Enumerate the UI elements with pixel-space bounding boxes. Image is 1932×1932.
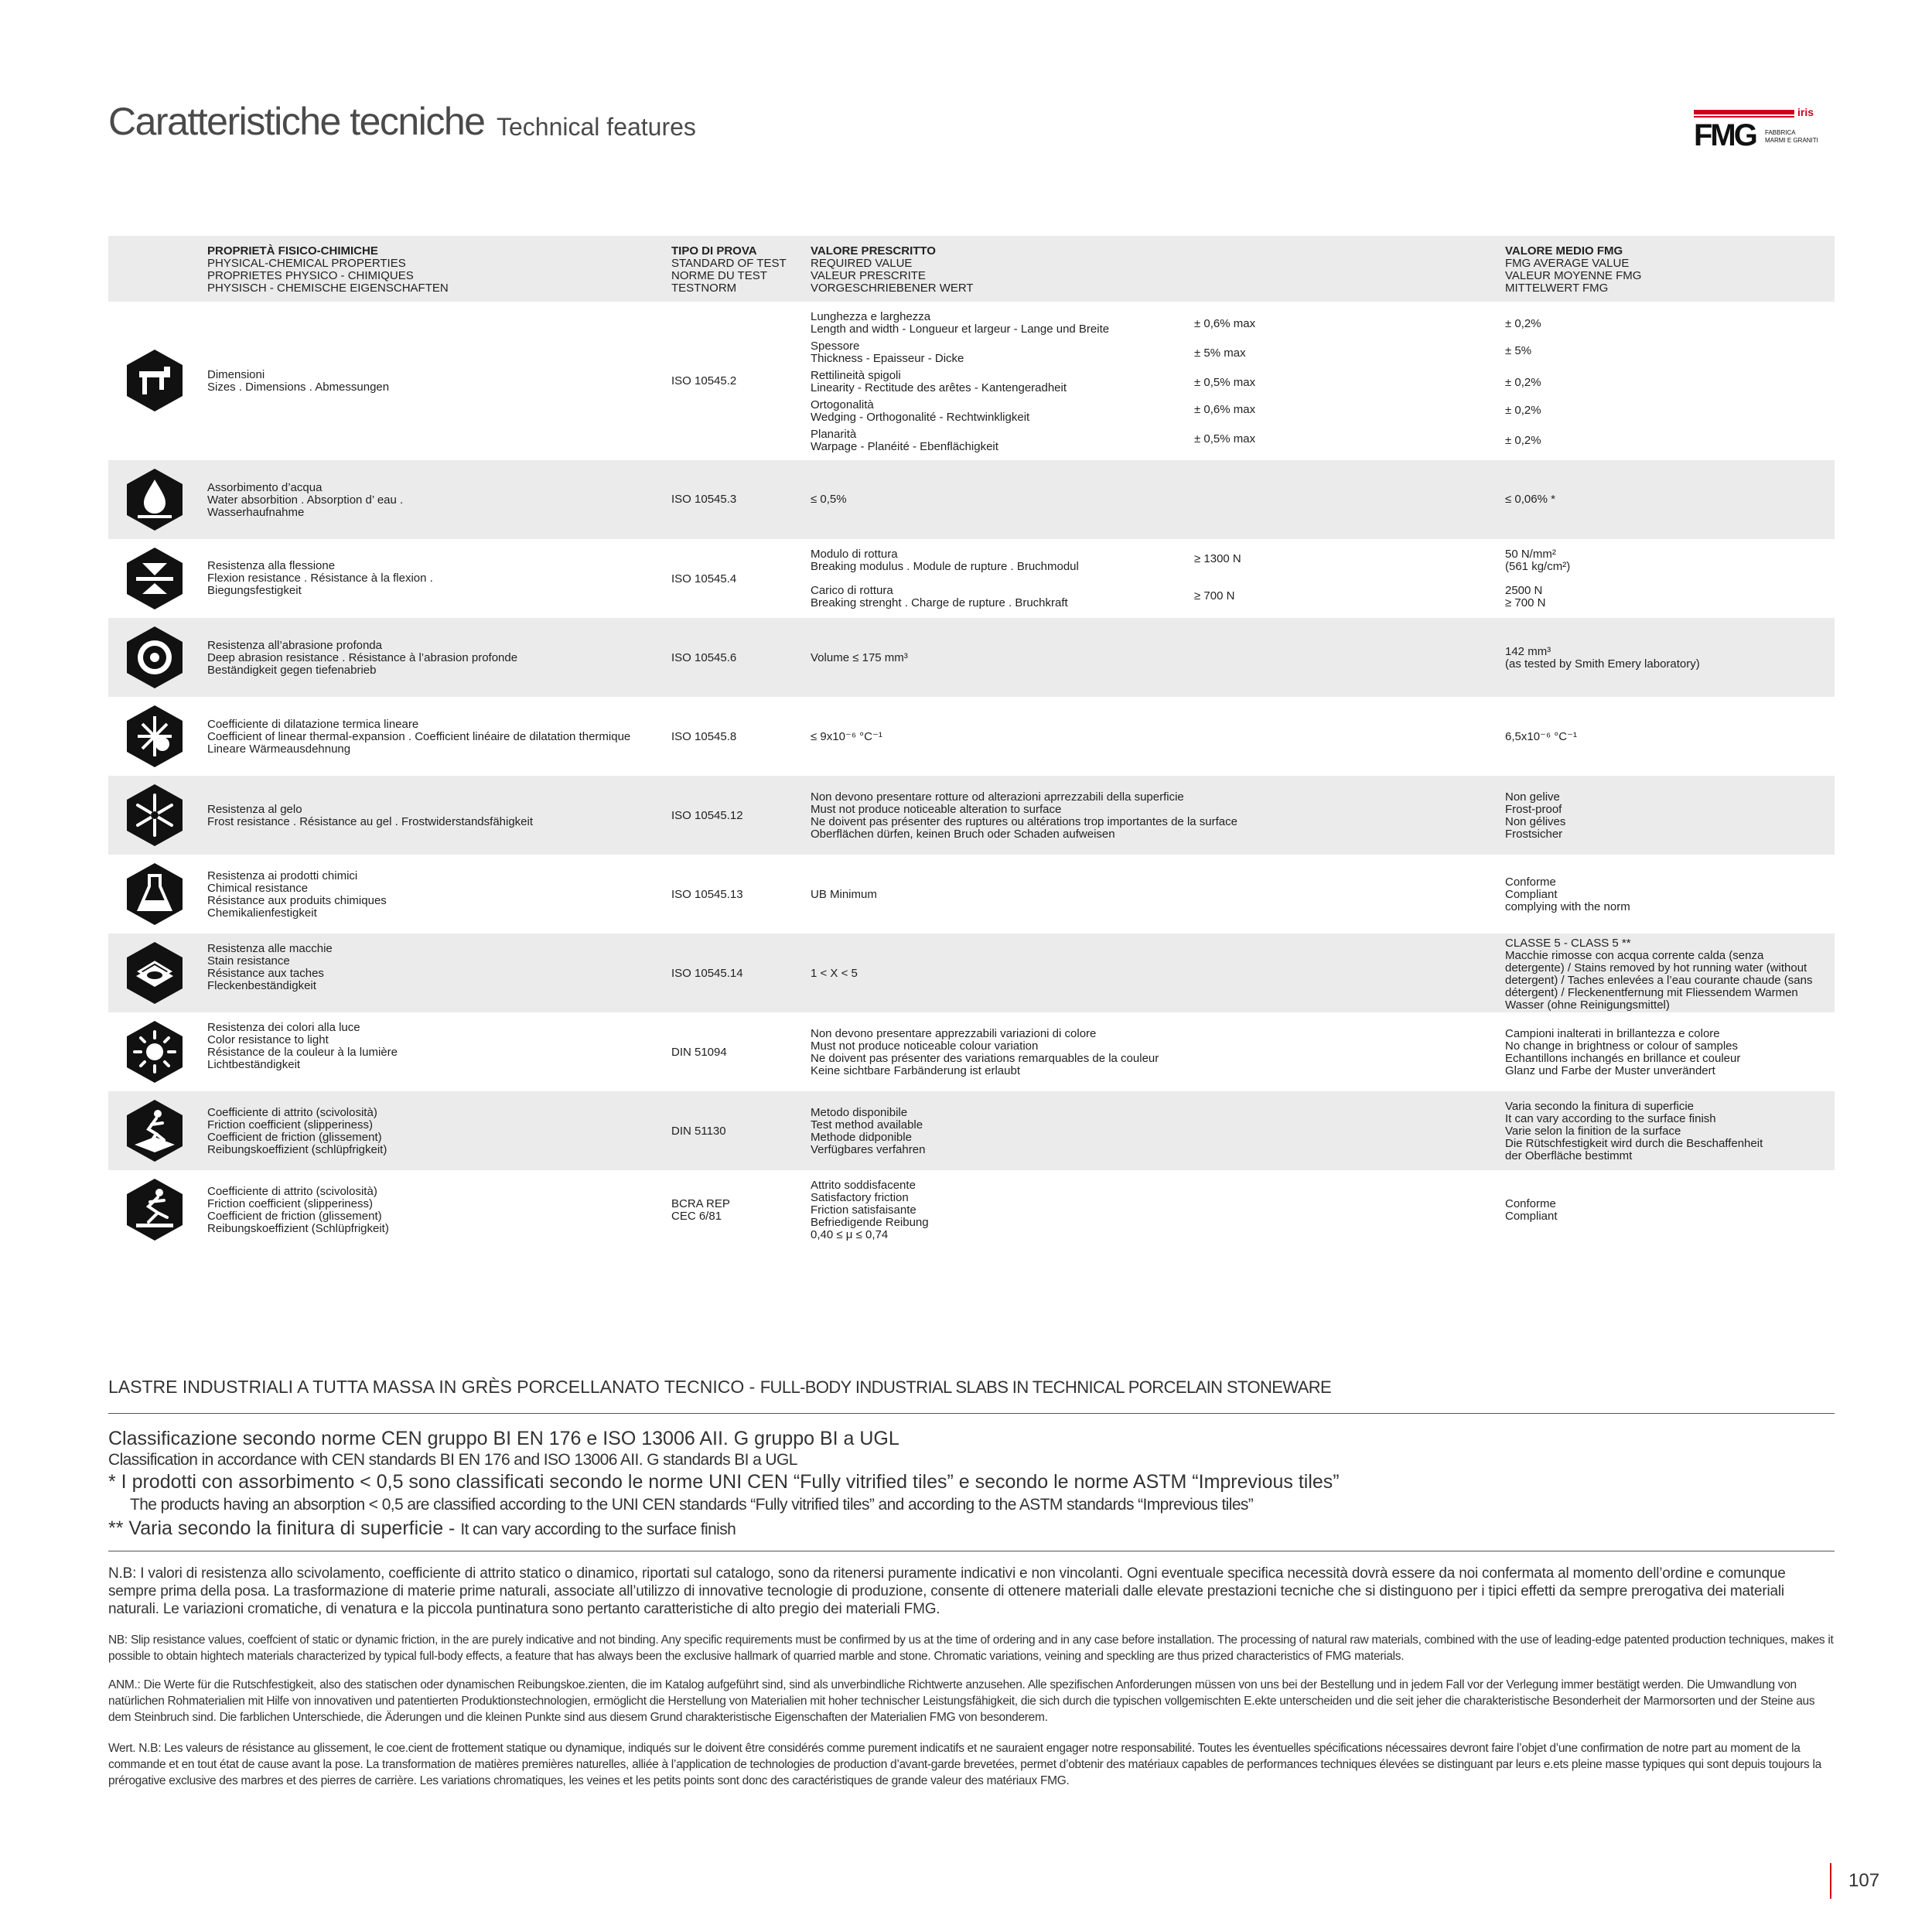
nb-english: NB: Slip resistance values, coeffcient of static or dynamic friction, in the are purely indicative and not binding. Any specific requirements must be confirmed by us at the time of ordering and in any case before installation. The processing of natural raw materials, combined with the use of leading-edge patented production techniques, makes it possible to obtain hightech materials characterized by typical full-body effects, a feature that has always been the exclusive hallmark of quarried marble and stone. Chromatic variations, veining and speckling are thus prized characteristics of FMG materials. xyxy=(108,1633,1834,1663)
slab-title-en: FULL-BODY INDUSTRIAL SLABS IN TECHNICAL PORCELAIN STONEWARE xyxy=(759,1377,1332,1397)
prop-label: Assorbimento d’acqua Water absorbition . Absorption d’ eau . Wasserhaufnahme xyxy=(207,481,404,519)
req-value: ≤ 0,5% xyxy=(811,493,847,506)
fmg-logo xyxy=(1694,105,1833,152)
table-row xyxy=(108,539,1835,618)
avg-value: Conforme Compliant xyxy=(1505,1197,1558,1223)
slip-warning-icon xyxy=(125,1177,184,1242)
table-row xyxy=(108,855,1835,934)
slab-title-it: LASTRE INDUSTRIALI A TUTTA MASSA IN GRÈS PORCELLANATO TECNICO - xyxy=(108,1377,760,1397)
prop-label: Resistenza alla flessione Flexion resistance . Résistance à la flexion . Biegungsfestigkeit xyxy=(207,559,433,597)
avg-value: ± 0,2% xyxy=(1505,317,1541,330)
std-label: BCRA REP CEC 6/81 xyxy=(671,1197,730,1223)
classification-it: Classificazione secondo norme CEN gruppo BI EN 176 e ISO 13006 AII. G gruppo BI a UGL xyxy=(108,1428,899,1449)
note-absorption-it: * I prodotti con assorbimento < 0,5 sono classificati secondo le norme UNI CEN “Fully vitrified tiles” e secondo le norme ASTM “Imprevious tiles” xyxy=(108,1471,1340,1493)
req-value: UB Minimum xyxy=(811,888,877,901)
req-value: ± 0,5% max xyxy=(1194,432,1256,445)
nb-italian: N.B: I valori di resistenza allo scivolamento, coefficiente di attrito statico o dinamico, riportati sul catalogo, sono da ritenersi puramente indicativi e non vincolanti. Ogni eventuale specifica necessità dovrà essere da noi confermata al momento dell’ordine e comunque sempre prima della posa. La trasformazione di materie prime naturali, associate all’utilizzo di innovative tecnologie di produzione, consente di ottenere materiali dalle elevate prestazioni tecniche che si distinguono per i tipici effetti da sempre prerogativa dei materiali naturali. Le variazioni cromatiche, di venatura e la piccola puntinatura sono pertanto caratteristiche di alto pregio dei materiali FMG. xyxy=(108,1565,1786,1617)
std-label: ISO 10545.13 xyxy=(671,888,743,901)
water-drop-icon xyxy=(125,467,184,532)
std-label: DIN 51094 xyxy=(671,1046,727,1059)
page-number-marker xyxy=(1830,1863,1831,1899)
prop-label: Resistenza alle macchie Stain resistance Résistance aux taches Fleckenbeständigkeit xyxy=(207,942,333,992)
avg-value: Conforme Compliant complying with the norm xyxy=(1505,876,1630,913)
avg-value: ± 0,2% xyxy=(1505,376,1541,389)
std-label: ISO 10545.6 xyxy=(671,651,737,664)
avg-value: 142 mm³ (as tested by Smith Emery laboratory) xyxy=(1505,645,1700,671)
table-row xyxy=(108,460,1835,539)
logo-fmg: FMG xyxy=(1694,118,1756,152)
sub-label: Rettilineità spigoli Linearity - Rectitude des arêtes - Kantengeradheit xyxy=(811,369,1067,394)
req-value: ± 5% max xyxy=(1194,346,1246,360)
technical-table xyxy=(108,236,1835,1249)
table-header xyxy=(108,236,1835,302)
stain-icon xyxy=(125,940,184,1005)
req-value: Volume ≤ 175 mm³ xyxy=(811,651,908,664)
nb-german: ANM.: Die Werte für die Rutschfestigkeit, also des statischen oder dynamischen Reibungskoe.zienten, die im Katalog aufgeführt sind, sind als unverbindliche Richtwerte anzusehen. Alle spezifischen Anforderungen müssen von uns bei der Bestellung und in jedem Fall vor der Verlegung immer bestätigt werden. Die Umwandlung von natürlichen Rohmaterialien mit Hilfe von innovativen und patentierten Produktionstechnologien, ermöglicht die Herstellung von Materialien mit hoher technischer Leistungsfähigkeit, die sich durch die typischen vollgemischten E.ekte unterscheiden und die seit jeher die charakteristische Besonderheit der Marmorsorten und der Steine aus dem Steinbruch sind. Die farblichen Unterschiede, die Äderungen und die kleinen Punkte sind aus diesem Grund charakteristische Eigenschaften der Materialien FMG von besonderem. xyxy=(108,1678,1815,1724)
caliper-icon xyxy=(125,348,184,413)
abrasion-saw-icon xyxy=(125,625,184,690)
logo-tagline-1: FABBRICA xyxy=(1765,129,1796,136)
std-label: ISO 10545.4 xyxy=(671,572,737,585)
header-avg: VALORE MEDIO FMG FMG AVERAGE VALUE VALEUR MOYENNE FMG MITTELWERT FMG xyxy=(1505,244,1642,295)
avg-value: Varia secondo la finitura di superficie It can vary according to the surface finish Varie selon la finition de la surface Die Rütschfestigkeit wird durch die Beschaffenheit der Oberfläche bestimmt xyxy=(1505,1100,1763,1162)
std-label: ISO 10545.14 xyxy=(671,967,743,980)
prop-label: Resistenza dei colori alla luce Color resistance to light Résistance de la couleur à la lumière Lichtbeständigkeit xyxy=(207,1021,398,1071)
note-finish-it: ** Varia secondo la finitura di superficie - xyxy=(108,1517,461,1539)
req-value: ≥ 1300 N xyxy=(1194,552,1241,565)
flexion-icon xyxy=(125,546,184,611)
logo-iris: iris xyxy=(1797,106,1814,118)
table-row xyxy=(108,1091,1835,1170)
page-title: Caratteristiche tecniche xyxy=(108,100,485,143)
page-subtitle: Technical features xyxy=(497,113,696,141)
req-value: ± 0,5% max xyxy=(1194,376,1256,389)
avg-value: ± 5% xyxy=(1505,344,1532,357)
avg-value: CLASSE 5 - CLASS 5 ** Macchie rimosse con acqua corrente calda (senza detergente) / Stains removed by hot running water (without detergent) / Taches enlevées a l’eau courante chaude (sans détergent) / Fleckenentfernung mit Fliessendem Warmen Wasser (ohne Reinigungsmittel) xyxy=(1505,937,1813,1012)
avg-value: ± 0,2% xyxy=(1505,434,1541,447)
req-value: ≤ 9x10⁻⁶ °C⁻¹ xyxy=(811,730,882,743)
std-label: ISO 10545.2 xyxy=(671,374,737,387)
sub-label: Ortogonalità Wedging - Orthogonalité - Rechtwinkligkeit xyxy=(811,398,1030,424)
sub-label: Planarità Warpage - Planéité - Ebenflächigkeit xyxy=(811,428,998,453)
req-value: Non devono presentare apprezzabili variazioni di colore Must not produce noticeable colour variation Ne doivent pas présenter des variations remarquables de la couleur Keine sichtbare Farbänderung ist erlaubt xyxy=(811,1027,1159,1077)
page-number: 107 xyxy=(1848,1870,1880,1891)
std-label: ISO 10545.3 xyxy=(671,493,737,506)
std-label: ISO 10545.8 xyxy=(671,730,737,743)
avg-value: ± 0,2% xyxy=(1505,404,1541,417)
sun-icon xyxy=(125,1019,184,1084)
std-label: DIN 51130 xyxy=(671,1125,726,1138)
table-row xyxy=(108,776,1835,855)
header-std: TIPO DI PROVA STANDARD OF TEST NORME DU TEST TESTNORM xyxy=(671,244,787,295)
sub-label: Spessore Thickness - Epaisseur - Dicke xyxy=(811,340,964,365)
note-absorption-en: The products having an absorption < 0,5 are classified according to the UNI CEN standards “Fully vitrified tiles” and according to the ASTM standards “Imprevious tiles” xyxy=(130,1496,1254,1514)
avg-value: ≤ 0,06% * xyxy=(1505,493,1555,506)
classification-en: Classification in accordance with CEN standards BI EN 176 and ISO 13006 AII. G standards BI a UGL xyxy=(108,1451,797,1469)
std-label: ISO 10545.12 xyxy=(671,809,743,822)
prop-label: Coefficiente di dilatazione termica lineare Coefficient of linear thermal-expansion . Coefficient linéaire de dilatation thermique Lineare Wärmeausdehnung xyxy=(207,718,631,756)
table-row xyxy=(108,1012,1835,1091)
sub-label: Lunghezza e larghezza Length and width - Longueur et largeur - Lange und Breite xyxy=(811,310,1110,336)
logo-tagline-2: MARMI E GRANITI xyxy=(1765,137,1818,144)
table-row xyxy=(108,697,1835,776)
prop-label: Resistenza all’abrasione profonda Deep abrasion resistance . Résistance à l’abrasion profonde Beständigkeit gegen tiefenabrieb xyxy=(207,639,518,677)
header-req: VALORE PRESCRITTO REQUIRED VALUE VALEUR PRESCRITE VORGESCHRIEBENER WERT xyxy=(811,244,974,295)
prop-label: Resistenza al gelo Frost resistance . Résistance au gel . Frostwiderstandsfähigkeit xyxy=(207,803,534,828)
req-value: 1 < X < 5 xyxy=(811,967,858,980)
note-finish-en: It can vary according to the surface finish xyxy=(460,1521,736,1538)
thermal-expansion-icon xyxy=(125,704,184,769)
prop-label: Coefficiente di attrito (scivolosità) Friction coefficient (slipperiness) Coefficient de friction (glissement) Reibungskoeffizient (Schlüpfrigkeit) xyxy=(207,1185,389,1235)
req-value: ± 0,6% max xyxy=(1194,403,1256,416)
req-value: ≥ 700 N xyxy=(1194,589,1235,602)
avg-value: Non gelive Frost-proof Non gélives Frostsicher xyxy=(1505,790,1566,841)
avg-value: 6,5x10⁻⁶ °C⁻¹ xyxy=(1505,730,1578,743)
req-value: Non devono presentare rotture od alterazioni aprrezzabili della superficie Must not produce noticeable alteration to surface Ne doivent pas présenter des ruptures ou altérations trop importantes de la surface Oberflächen dürfen, keinen Bruch oder Schaden aufweisen xyxy=(811,790,1237,841)
prop-label: Coefficiente di attrito (scivolosità) Friction coefficient (slipperiness) Coefficient de friction (glissement) Reibungskoeffizient (schlüpfrigkeit) xyxy=(207,1106,387,1156)
table-row xyxy=(108,1170,1835,1249)
slip-icon xyxy=(125,1098,184,1163)
table-row xyxy=(108,934,1835,1012)
req-value: Attrito soddisfacente Satisfactory friction Friction satisfaisante Befriedigende Reibung 0,40 ≤ μ ≤ 0,74 xyxy=(811,1179,929,1241)
avg-value: 2500 N ≥ 700 N xyxy=(1505,584,1546,609)
prop-label: Resistenza ai prodotti chimici Chimical resistance Résistance aux produits chimiques Chemikalienfestigkeit xyxy=(207,869,387,920)
table-row xyxy=(108,302,1835,460)
flask-icon xyxy=(125,862,184,927)
prop-label: Dimensioni Sizes . Dimensions . Abmessungen xyxy=(207,368,390,394)
sub-label: Modulo di rottura Breaking modulus . Module de rupture . Bruchmodul xyxy=(811,548,1079,573)
nb-french: Wert. N.B: Les valeurs de résistance au glissement, le coe.cient de frottement statique ou dynamique, indiqués sur le doivent être considérés comme purement indicatifs et ne sauraient engager notre responsabilité. Toutes les éventuelles spécifications nécessaires devront faire l’objet d’une confirmation de notre part au moment de la commande et en tout état de cause avant la pose. La transformation de matières premières naturelles, alliée à l’application de technologies de production d’avant-garde brevetées, permet d’obtenir des matériaux capables de performances techniques élevées se distinguant par leurs e.ets pleine masse typiques qui sont depuis toujours la prérogative exclusive des marbres et des pierres de carrière. Les variations chromatiques, les veines et les petits points sont donc des caractéristiques de grande valeur des matériaux FMG. xyxy=(108,1742,1821,1787)
req-value: ± 0,6% max xyxy=(1194,317,1256,330)
req-value: Metodo disponibile Test method available Methode didponible Verfügbares verfahren xyxy=(811,1106,926,1156)
note-finish xyxy=(108,1517,736,1540)
avg-value: 50 N/mm² (561 kg/cm²) xyxy=(1505,548,1571,573)
snowflake-icon xyxy=(125,783,184,848)
avg-value: Campioni inalterati in brillantezza e colore No change in brightness or colour of samples Echantillons inchangés en brillance et couleur Glanz und Farbe der Muster unverändert xyxy=(1505,1027,1741,1077)
slab-title xyxy=(108,1377,1331,1398)
header-prop: PROPRIETÀ FISICO-CHIMICHE PHYSICAL-CHEMICAL PROPERTIES PROPRIETES PHYSICO - CHIMIQUES PHYSISCH - CHEMISCHE EIGENSCHAFTEN xyxy=(207,244,449,295)
table-row xyxy=(108,618,1835,697)
sub-label: Carico di rottura Breaking strenght . Charge de rupture . Bruchkraft xyxy=(811,584,1068,609)
divider xyxy=(108,1413,1835,1414)
